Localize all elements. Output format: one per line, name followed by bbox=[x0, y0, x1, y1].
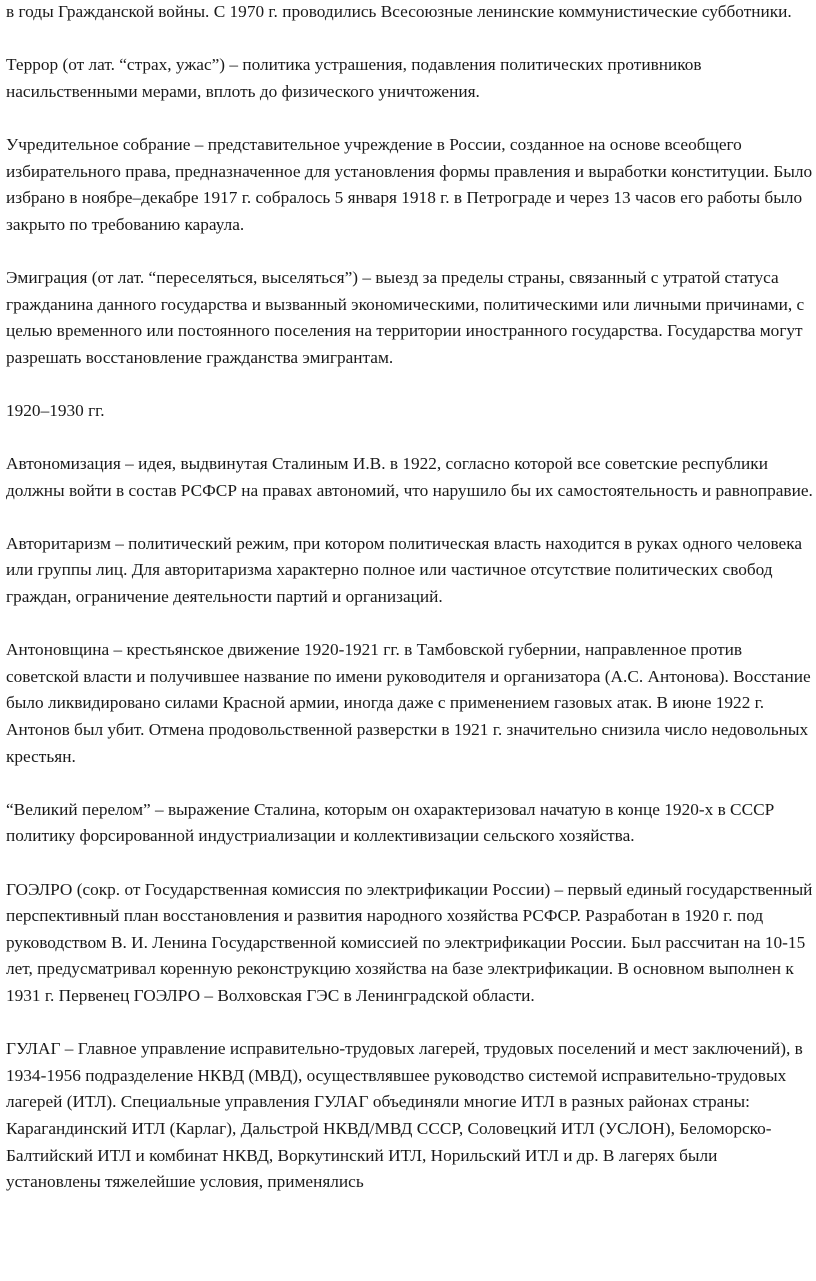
paragraph-great-break: “Великий перелом” – выражение Сталина, которым он охарактеризовал начатую в конце 1920-х в СССР политику форсированной индустриализации и коллективизации сельского хозяйства. bbox=[6, 799, 775, 846]
paragraph-subbotniki: в годы Гражданской войны. С 1970 г. проводились Всесоюзные ленинские коммунистические субботники. bbox=[6, 2, 792, 21]
paragraph-constituent-assembly: Учредительное собрание – представительное учреждение в России, созданное на основе всеобщего избирательного права, предназначенное для установления формы правления и выработки конституции. Было избрано в ноябре–декабре 1917 г. собралось 5 января 1918 г. в Петрограде и через 13 часов его работы было закрыто по требованию караула. bbox=[6, 134, 813, 234]
paragraph-terror: Террор (от лат. “страх, ужас”) – политика устрашения, подавления политических противников насильственными мерами, вплоть до физического уничтожения. bbox=[6, 55, 702, 101]
paragraph-goelro: ГОЭЛРО (сокр. от Государственная комиссия по электрификации России) – первый единый государственный перспективный план восстановления и развития народного хозяйства РСФСР. Разработан в 1920 г. под руководством В. И. Ленина Государственной комиссией по электрификации России. Был рассчитан на 10-15 лет, предусматривал коренную реконструкцию хозяйства на базе электрификации. В основном выполнен к 1931 г. Первенец ГОЭЛРО – Волховская ГЭС в Ленинградской области. bbox=[6, 879, 813, 1005]
paragraph-authoritarianism: Авторитаризм – политический режим, при котором политическая власть находится в руках одного человека или группы лиц. Для авторитаризма характерно полное или частичное отсутствие политических свобод граждан, ограничение деятельности партий и организаций. bbox=[6, 533, 803, 607]
section-heading-1920-1930: 1920–1930 гг. bbox=[6, 400, 105, 420]
paragraph-gulag: ГУЛАГ – Главное управление исправительно-трудовых лагерей, трудовых поселений и мест заключений), в 1934-1956 подразделение НКВД (МВД), осуществлявшее руководство системой исправительно-трудовых лагерей (ИТЛ). Специальные управления ГУЛАГ объединяли многие ИТЛ в разных районах страны: Карагандинский ИТЛ (Карлаг), Дальстрой НКВД/МВД СССР, Соловецкий ИТЛ (УСЛОН), Беломорско-Балтийский ИТЛ и комбинат НКВД, Воркутинский ИТЛ, Норильский ИТЛ и др. В лагерях были установлены тяжелейшие условия, применялись bbox=[6, 1039, 803, 1192]
paragraph-autonomization: Автономизация – идея, выдвинутая Сталиным И.В. в 1922, согласно которой все советские республики должны войти в состав РСФСР на правах автономий, что нарушило бы их самостоятельность и равноправие. bbox=[6, 454, 813, 500]
paragraph-antonovshchina: Антоновщина – крестьянское движение 1920-1921 гг. в Тамбовской губернии, направленное против советской власти и получившее название по имени руководителя и организатора (А.С. Антонова). Восстание было ликвидировано силами Красной армии, иногда даже с применением газовых атак. В июне 1922 г. Антонов был убит. Отмена продовольственной разверстки в 1921 г. значительно снизила число недовольных крестьян. bbox=[6, 640, 811, 766]
paragraph-emigration: Эмиграция (от лат. “переселяться, выселяться”) – выезд за пределы страны, связанный с утратой статуса гражданина данного государства и вызванный экономическими, политическими или личными причинами, с целью временного или постоянного поселения на территории иностранного государства. Государства могут разрешать восстановление гражданства эмигрантам. bbox=[6, 267, 805, 367]
